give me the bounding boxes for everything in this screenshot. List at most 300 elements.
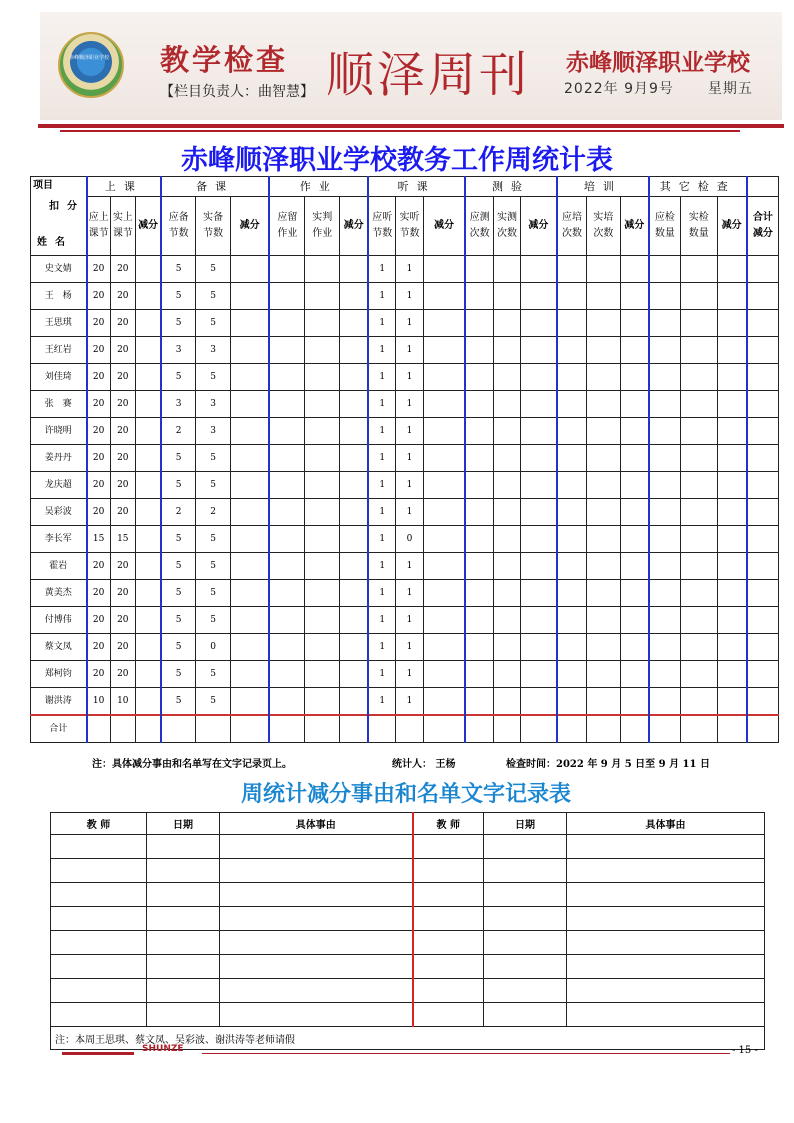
group-header: 备课 <box>161 177 269 197</box>
cell-value <box>747 310 779 337</box>
cell-value <box>423 661 465 688</box>
cell-value <box>269 580 305 607</box>
cell-value <box>717 634 747 661</box>
deduction-record-table <box>50 812 765 1050</box>
header-corner <box>31 177 87 256</box>
record-cell <box>51 1003 147 1027</box>
cell-value <box>494 607 521 634</box>
cell-value: 5 <box>161 445 196 472</box>
cell-value: 1 <box>396 391 424 418</box>
cell-value <box>136 256 162 283</box>
corner-labels <box>31 177 86 255</box>
cell-value <box>340 580 369 607</box>
cell-value <box>465 256 494 283</box>
record-cell <box>484 955 567 979</box>
cell-value <box>230 310 269 337</box>
cell-value <box>557 337 587 364</box>
column-header: 实备 节数 <box>196 197 231 256</box>
record-cell <box>413 1003 484 1027</box>
cell-value <box>520 445 557 472</box>
publication-name: 顺泽周刊 <box>326 47 531 103</box>
cell-value: 5 <box>196 688 231 716</box>
cell-value: 0 <box>396 526 424 553</box>
total-cell <box>520 715 557 743</box>
cell-value: 3 <box>196 418 231 445</box>
total-cell <box>368 715 396 743</box>
cell-value: 1 <box>396 337 424 364</box>
cell-value <box>230 445 269 472</box>
cell-value <box>340 607 369 634</box>
cell-value: 20 <box>87 256 110 283</box>
cell-value <box>587 391 621 418</box>
cell-value: 1 <box>368 283 396 310</box>
cell-value <box>136 391 162 418</box>
total-cell <box>110 715 136 743</box>
cell-value <box>717 310 747 337</box>
cell-value: 1 <box>368 337 396 364</box>
teacher-name: 谢洪涛 <box>31 688 87 716</box>
cell-value <box>587 526 621 553</box>
cell-value <box>465 418 494 445</box>
cell-value <box>620 310 649 337</box>
cell-value: 5 <box>161 634 196 661</box>
group-header: 测验 <box>465 177 557 197</box>
cell-value <box>269 337 305 364</box>
cell-value: 20 <box>110 499 136 526</box>
cell-value <box>680 445 717 472</box>
column-header: 减分 <box>230 197 269 256</box>
cell-value: 20 <box>110 634 136 661</box>
group-header: 培训 <box>557 177 649 197</box>
total-cell <box>340 715 369 743</box>
cell-value <box>305 607 340 634</box>
cell-value: 20 <box>87 445 110 472</box>
cell-value <box>587 310 621 337</box>
cell-value <box>340 337 369 364</box>
header-rule <box>38 124 784 128</box>
cell-value <box>465 310 494 337</box>
cell-value <box>649 337 681 364</box>
cell-value <box>649 364 681 391</box>
cell-value <box>494 634 521 661</box>
record-cell <box>220 907 413 931</box>
teacher-name: 黄美杰 <box>31 580 87 607</box>
teacher-name: 张 赛 <box>31 391 87 418</box>
cell-value <box>340 364 369 391</box>
cell-value <box>494 283 521 310</box>
record-header: 日期 <box>484 813 567 835</box>
cell-value <box>649 472 681 499</box>
cell-value <box>423 310 465 337</box>
cell-value <box>423 418 465 445</box>
cell-value <box>230 283 269 310</box>
cell-value <box>680 337 717 364</box>
cell-value: 5 <box>161 526 196 553</box>
cell-value: 20 <box>87 553 110 580</box>
cell-value <box>680 607 717 634</box>
cell-value <box>269 472 305 499</box>
cell-value <box>680 418 717 445</box>
cell-value: 20 <box>110 364 136 391</box>
cell-value <box>717 283 747 310</box>
cell-value <box>465 364 494 391</box>
cell-value <box>269 526 305 553</box>
cell-value <box>305 580 340 607</box>
cell-value <box>587 553 621 580</box>
cell-value <box>340 688 369 716</box>
cell-value <box>520 418 557 445</box>
cell-value <box>230 526 269 553</box>
header-rule-thin <box>60 130 740 132</box>
cell-value: 5 <box>161 607 196 634</box>
cell-value <box>717 256 747 283</box>
cell-value <box>717 661 747 688</box>
record-cell <box>484 931 567 955</box>
cell-value <box>557 472 587 499</box>
column-header: 实检 数量 <box>680 197 717 256</box>
record-cell <box>51 835 147 859</box>
cell-value <box>717 688 747 716</box>
cell-value <box>136 364 162 391</box>
record-cell <box>51 859 147 883</box>
cell-value <box>680 688 717 716</box>
cell-value <box>305 553 340 580</box>
cell-value <box>520 256 557 283</box>
cell-value <box>230 337 269 364</box>
cell-value: 20 <box>110 661 136 688</box>
cell-value: 2 <box>161 418 196 445</box>
record-cell <box>147 955 220 979</box>
cell-value <box>587 256 621 283</box>
teacher-name: 王 杨 <box>31 283 87 310</box>
cell-value <box>649 310 681 337</box>
record-row <box>51 907 765 931</box>
table-row <box>31 661 779 688</box>
teacher-name: 李长军 <box>31 526 87 553</box>
cell-value <box>649 553 681 580</box>
cell-value: 20 <box>87 661 110 688</box>
cell-value: 1 <box>368 688 396 716</box>
cell-value <box>269 499 305 526</box>
record-header: 教 师 <box>413 813 484 835</box>
cell-value <box>649 499 681 526</box>
cell-value <box>136 283 162 310</box>
cell-value <box>269 607 305 634</box>
cell-value <box>620 661 649 688</box>
table-row <box>31 553 779 580</box>
cell-value <box>230 634 269 661</box>
cell-value <box>747 688 779 716</box>
cell-value <box>136 607 162 634</box>
record-cell <box>567 859 765 883</box>
cell-value <box>494 364 521 391</box>
cell-value <box>649 688 681 716</box>
cell-value: 15 <box>110 526 136 553</box>
cell-value <box>465 553 494 580</box>
cell-value <box>680 661 717 688</box>
cell-value <box>649 256 681 283</box>
cell-value <box>587 445 621 472</box>
cell-value <box>494 688 521 716</box>
cell-value <box>136 472 162 499</box>
cell-value <box>269 445 305 472</box>
column-header: 应备 节数 <box>161 197 196 256</box>
column-header: 应培 次数 <box>557 197 587 256</box>
total-cell <box>396 715 424 743</box>
cell-value <box>305 445 340 472</box>
total-cell <box>305 715 340 743</box>
table-row <box>31 418 779 445</box>
record-row <box>51 859 765 883</box>
record-cell <box>220 979 413 1003</box>
cell-value <box>649 526 681 553</box>
cell-value <box>680 472 717 499</box>
total-cell <box>747 715 779 743</box>
cell-value <box>680 364 717 391</box>
table-row <box>31 364 779 391</box>
cell-value: 1 <box>368 256 396 283</box>
cell-value <box>269 391 305 418</box>
cell-value <box>230 499 269 526</box>
cell-value <box>465 688 494 716</box>
cell-value: 1 <box>368 310 396 337</box>
cell-value <box>269 634 305 661</box>
cell-value: 1 <box>396 256 424 283</box>
cell-value <box>747 526 779 553</box>
cell-value <box>340 472 369 499</box>
cell-value: 1 <box>396 364 424 391</box>
record-cell <box>567 955 765 979</box>
cell-value <box>620 634 649 661</box>
cell-value: 1 <box>368 634 396 661</box>
cell-value <box>717 526 747 553</box>
cell-value: 10 <box>87 688 110 716</box>
cell-value: 5 <box>196 661 231 688</box>
cell-value: 5 <box>161 553 196 580</box>
cell-value <box>717 391 747 418</box>
table-note: 注：具体减分事由和名单写在文字记录页上。 <box>92 759 292 770</box>
cell-value <box>587 688 621 716</box>
record-cell <box>51 955 147 979</box>
cell-value <box>423 364 465 391</box>
cell-value: 20 <box>87 418 110 445</box>
cell-value: 2 <box>196 499 231 526</box>
cell-value <box>747 364 779 391</box>
cell-value <box>465 445 494 472</box>
cell-value <box>557 634 587 661</box>
record-cell <box>147 835 220 859</box>
record-cell <box>147 1003 220 1027</box>
issue-date <box>564 78 753 98</box>
column-header: 应检 数量 <box>649 197 681 256</box>
cell-value <box>587 634 621 661</box>
cell-value <box>340 526 369 553</box>
record-cell <box>484 835 567 859</box>
cell-value <box>557 310 587 337</box>
cell-value <box>494 499 521 526</box>
total-group-header <box>747 177 779 197</box>
record-cell <box>413 835 484 859</box>
cell-value <box>717 364 747 391</box>
cell-value <box>587 661 621 688</box>
cell-value <box>520 499 557 526</box>
cell-value <box>717 337 747 364</box>
cell-value: 20 <box>87 283 110 310</box>
table-row <box>31 256 779 283</box>
cell-value: 1 <box>396 418 424 445</box>
cell-value <box>557 661 587 688</box>
column-header: 实上 课节 <box>110 197 136 256</box>
cell-value: 20 <box>87 364 110 391</box>
logo-text: 赤峰顺泽职业学校 <box>68 55 109 61</box>
column-header: 减分 <box>520 197 557 256</box>
cell-value <box>680 256 717 283</box>
column-header: 实判 作业 <box>305 197 340 256</box>
cell-value <box>520 364 557 391</box>
cell-value: 2 <box>161 499 196 526</box>
cell-value <box>587 418 621 445</box>
column-editor: 【栏目负责人：曲智慧】 <box>160 84 314 100</box>
cell-value <box>620 580 649 607</box>
record-header: 日期 <box>147 813 220 835</box>
cell-value <box>340 661 369 688</box>
cell-value: 1 <box>368 418 396 445</box>
cell-value <box>747 418 779 445</box>
cell-value <box>230 688 269 716</box>
teacher-name: 蔡文凤 <box>31 634 87 661</box>
cell-value: 20 <box>110 472 136 499</box>
total-cell <box>649 715 681 743</box>
cell-value <box>494 580 521 607</box>
weekly-stats-table <box>30 176 779 743</box>
cell-value <box>717 472 747 499</box>
record-cell <box>484 883 567 907</box>
cell-value <box>494 526 521 553</box>
record-table-title: 周统计减分事由和名单文字记录表 <box>240 782 571 807</box>
cell-value: 20 <box>110 337 136 364</box>
total-row <box>31 715 779 743</box>
cell-value <box>717 580 747 607</box>
cell-value: 3 <box>161 337 196 364</box>
cell-value <box>269 283 305 310</box>
cell-value <box>620 256 649 283</box>
cell-value <box>269 256 305 283</box>
cell-value <box>520 634 557 661</box>
cell-value <box>423 553 465 580</box>
cell-value <box>557 418 587 445</box>
record-cell <box>220 835 413 859</box>
page-title: 赤峰顺泽职业学校教务工作周统计表 <box>181 145 613 176</box>
teacher-name: 许晓明 <box>31 418 87 445</box>
cell-value <box>465 634 494 661</box>
cell-value: 20 <box>110 445 136 472</box>
record-cell <box>220 859 413 883</box>
cell-value <box>136 418 162 445</box>
cell-value: 3 <box>196 337 231 364</box>
cell-value <box>680 391 717 418</box>
cell-value <box>557 283 587 310</box>
record-cell <box>413 979 484 1003</box>
cell-value: 1 <box>396 472 424 499</box>
cell-value <box>423 256 465 283</box>
cell-value <box>230 661 269 688</box>
record-cell <box>220 1003 413 1027</box>
cell-value <box>305 337 340 364</box>
corner-score: 扣分 <box>49 201 85 212</box>
cell-value <box>423 634 465 661</box>
record-cell <box>484 859 567 883</box>
cell-value: 20 <box>110 607 136 634</box>
footer-line <box>202 1053 730 1054</box>
cell-value <box>269 688 305 716</box>
total-cell <box>465 715 494 743</box>
column-header: 减分 <box>620 197 649 256</box>
record-row <box>51 955 765 979</box>
table-row <box>31 688 779 716</box>
cell-value <box>747 337 779 364</box>
cell-value: 5 <box>196 553 231 580</box>
cell-value <box>269 310 305 337</box>
cell-value: 1 <box>368 607 396 634</box>
record-cell <box>484 979 567 1003</box>
record-cell <box>413 859 484 883</box>
compiler: 统计人： 王杨 <box>392 759 456 770</box>
cell-value <box>423 499 465 526</box>
total-cell <box>196 715 231 743</box>
cell-value: 5 <box>196 256 231 283</box>
record-cell <box>220 883 413 907</box>
cell-value <box>620 283 649 310</box>
table-row <box>31 472 779 499</box>
cell-value: 1 <box>396 580 424 607</box>
cell-value: 1 <box>396 445 424 472</box>
cell-value <box>587 499 621 526</box>
cell-value <box>136 499 162 526</box>
cell-value <box>620 364 649 391</box>
record-header: 具体事由 <box>220 813 413 835</box>
corner-item: 项目 <box>33 180 53 191</box>
cell-value <box>494 391 521 418</box>
teacher-name: 姜丹丹 <box>31 445 87 472</box>
footer-text: SHUNZE <box>142 1044 184 1054</box>
cell-value <box>717 553 747 580</box>
record-cell <box>220 931 413 955</box>
record-cell <box>413 955 484 979</box>
cell-value: 1 <box>368 553 396 580</box>
school-logo <box>58 32 124 98</box>
record-row <box>51 1003 765 1027</box>
cell-value <box>520 661 557 688</box>
record-cell <box>51 907 147 931</box>
cell-value <box>305 499 340 526</box>
cell-value <box>680 580 717 607</box>
table-row <box>31 445 779 472</box>
cell-value <box>747 256 779 283</box>
cell-value: 5 <box>161 661 196 688</box>
cell-value: 20 <box>87 391 110 418</box>
total-cell <box>557 715 587 743</box>
cell-value <box>423 580 465 607</box>
cell-value <box>136 553 162 580</box>
cell-value <box>620 553 649 580</box>
cell-value <box>230 472 269 499</box>
date-text: 2022年 9月9号 <box>564 81 674 97</box>
cell-value: 5 <box>161 580 196 607</box>
footer-bar <box>62 1052 134 1055</box>
teacher-name: 龙庆超 <box>31 472 87 499</box>
cell-value <box>649 283 681 310</box>
cell-value <box>305 418 340 445</box>
